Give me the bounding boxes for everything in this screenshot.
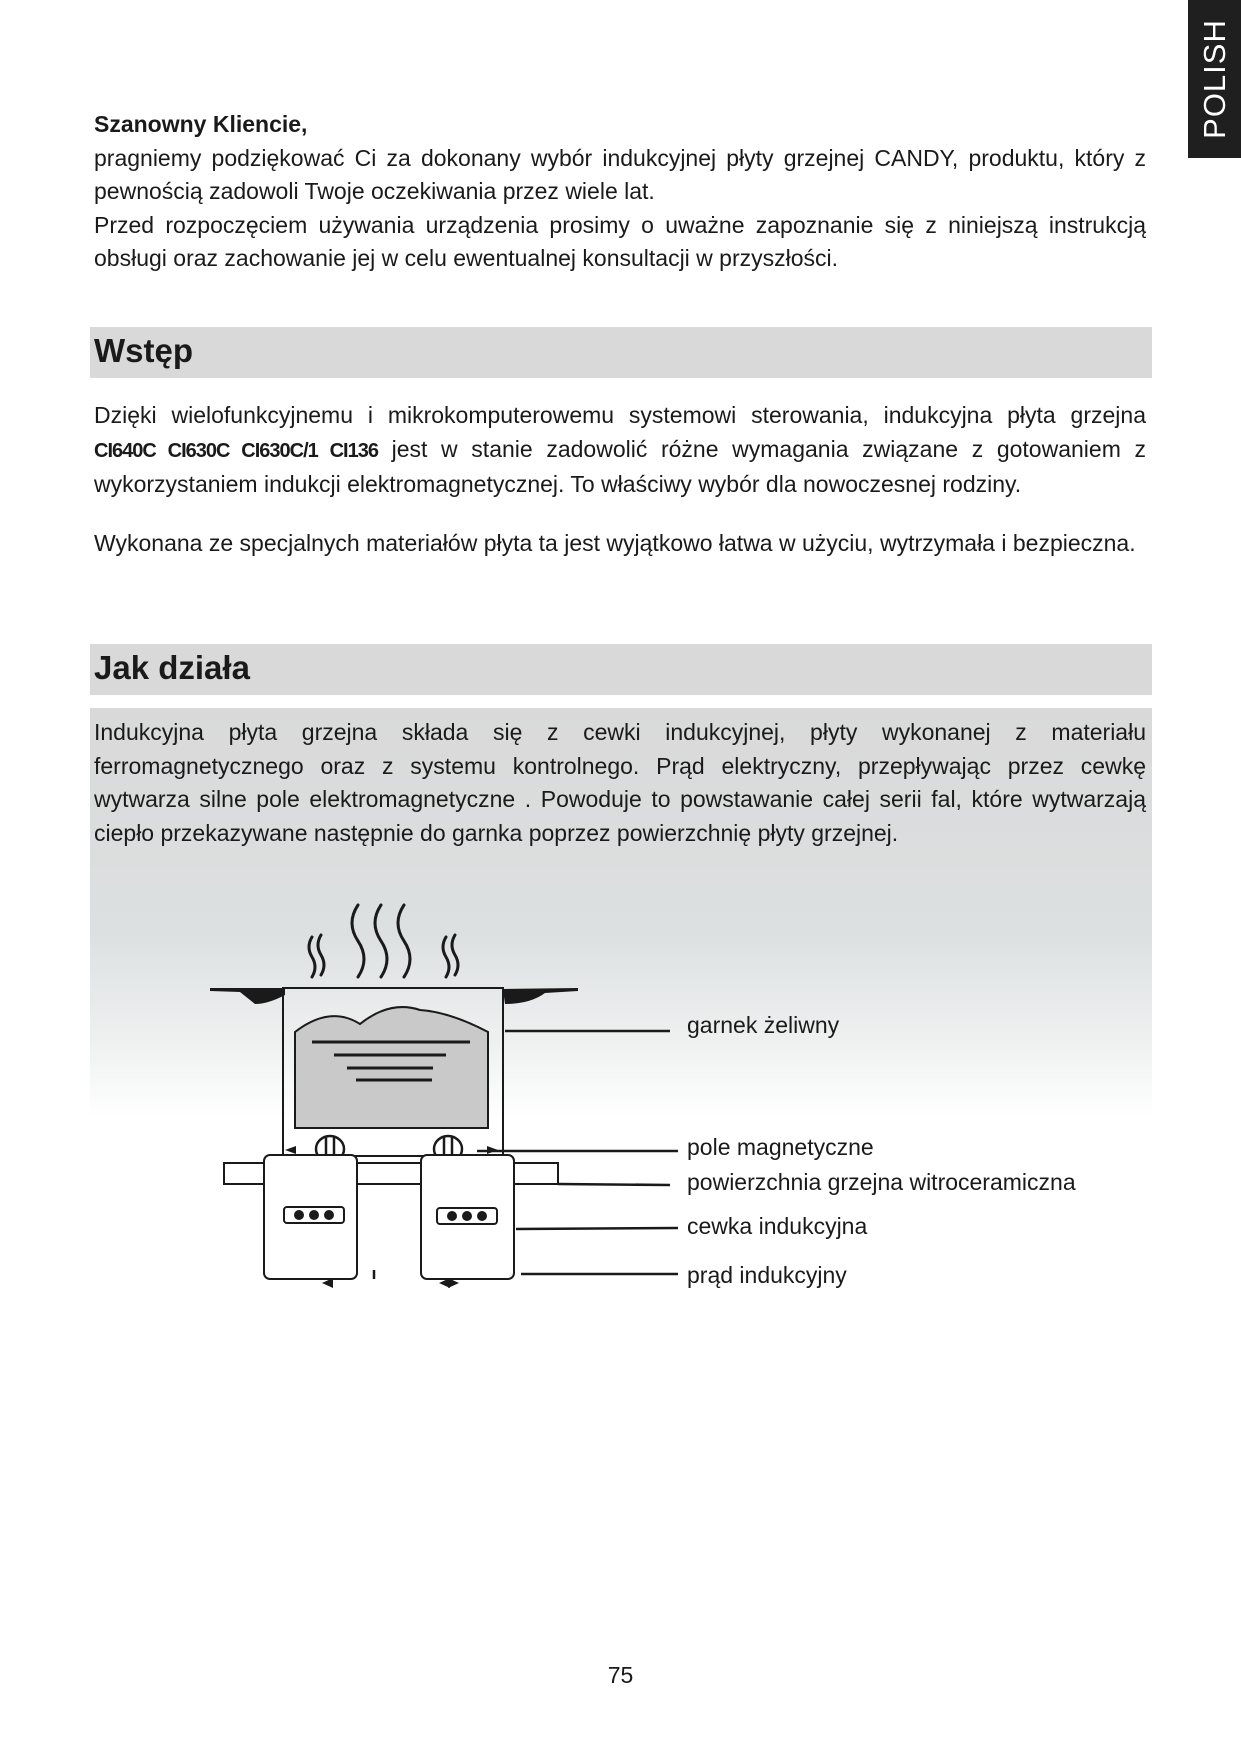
intro-text-part1: Dzięki wielofunkcyjnemu i mikrokomputerowemu systemowi sterowania, indukcyjna płyta grzejna: [94, 402, 1146, 428]
model-list: CI640C CI630C CI630C/1 CI136: [94, 439, 378, 462]
page-number: 75: [607, 1662, 634, 1688]
intro-paragraph-1: pragniemy podziękować Ci za dokonany wybór indukcyjnej płyty grzejnej CANDY, produktu, który z pewnością zadowoli Twoje oczekiwania przez wiele lat.: [94, 144, 1146, 204]
section-title-how-it-works: Jak działa: [94, 649, 250, 686]
greeting: Szanowny Kliencie,: [94, 111, 308, 137]
intro-text-part2: jest w stanie zadowolić różne wymagania związane z gotowaniem z wykorzystaniem indukcji elektromagnetycznej. To właściwy wybór dla nowoczesnej rodziny.: [94, 435, 1147, 497]
section-title-intro: Wstęp: [94, 332, 193, 369]
steam-icon: [309, 905, 458, 977]
pan-handles: [210, 988, 578, 1004]
label-coil: cewka indukcyjna: [687, 1213, 868, 1239]
label-magnetic-field: pole magnetyczne: [687, 1134, 874, 1160]
language-tab-label: POLISH: [1196, 19, 1232, 139]
label-surface: powierzchnia grzejna witroceramiczna: [687, 1169, 1076, 1195]
label-current: prąd indukcyjny: [687, 1262, 847, 1288]
pot-icon: [283, 988, 503, 1156]
how-it-works-paragraph: Indukcyjna płyta grzejna składa się z cewki indukcyjnej, płyty wykonanej z materiału ferromagnetycznego oraz z systemu kontrolnego. Prąd elektryczny, przepływając przez cewkę wytwarza silne pole elektromagnetyczne . Powoduje to powstawanie całej serii fal, które wytwarzają ciepło przekazywane następnie do garnka poprzez powierzchnię płyty grzejnej.: [94, 719, 1146, 846]
intro-paragraph-2: Przed rozpoczęciem używania urządzenia prosimy o uważne zapoznanie się z niniejszą instrukcją obsługi oraz zachowanie jej w celu ewentualnej konsultacji w przyszłości.: [94, 211, 1146, 271]
section-intro-paragraph-2: Wykonana ze specjalnych materiałów płyta ta jest wyjątkowo łatwa w użyciu, wytrzymała i bezpieczna.: [94, 530, 1136, 556]
label-pot: garnek żeliwny: [687, 1012, 840, 1038]
